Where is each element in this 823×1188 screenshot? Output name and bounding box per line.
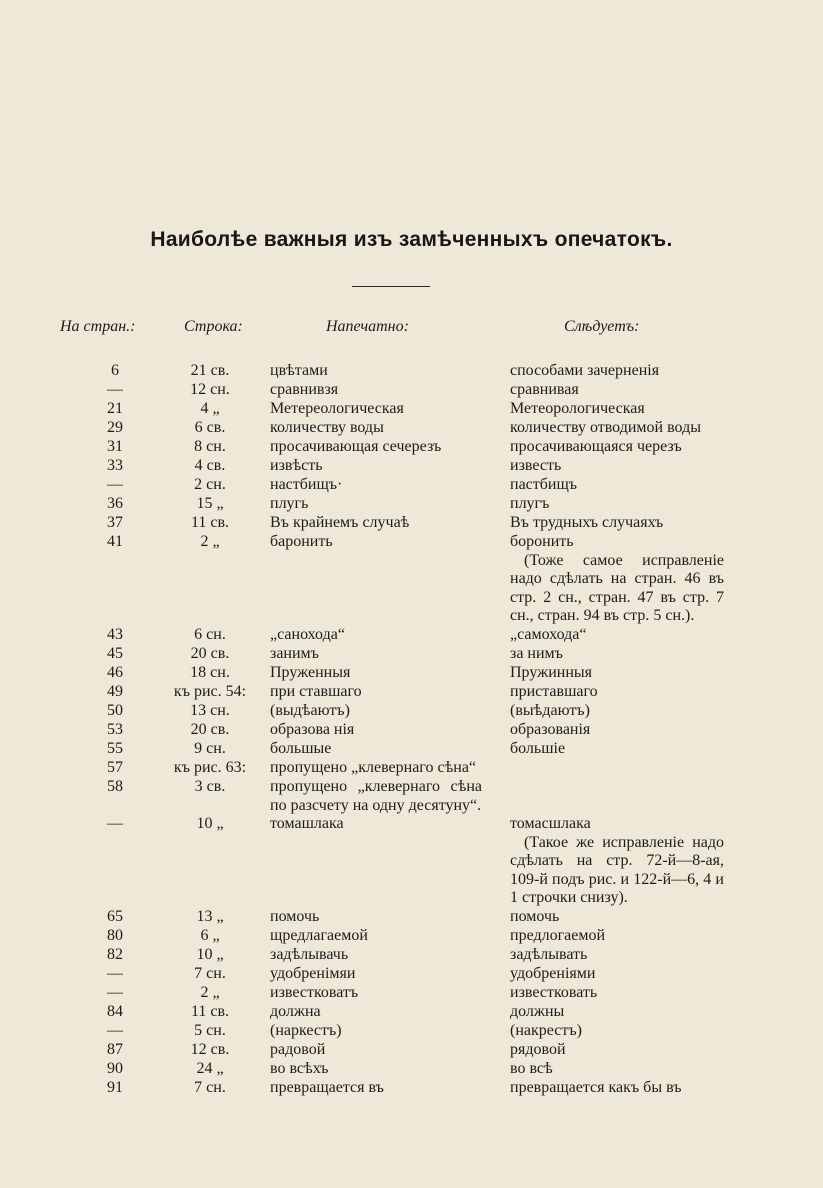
header-line: Строка:	[184, 318, 243, 335]
cell-page: 36	[107, 495, 123, 512]
cell-line: 20 св.	[190, 645, 230, 662]
title-divider	[352, 286, 430, 287]
cell-line: 7 сн.	[194, 965, 226, 982]
errata-row	[0, 815, 823, 908]
header-should: Слѣдуетъ:	[564, 318, 640, 335]
cell-should: способами зачерненія	[510, 362, 660, 379]
cell-should: известь	[510, 457, 562, 474]
cell-printed: Въ крайнемъ случаѣ	[270, 514, 410, 531]
errata-row	[0, 702, 823, 721]
errata-row	[0, 514, 823, 533]
cell-line: 10 „	[196, 946, 224, 963]
cell-line: 12 сн.	[190, 381, 230, 398]
cell-should: (накрестъ)	[510, 1022, 582, 1039]
errata-row	[0, 1022, 823, 1041]
errata-row	[0, 476, 823, 495]
cell-line: 11 св.	[190, 514, 230, 531]
cell-should: (выѣдаютъ)	[510, 702, 590, 719]
errata-row	[0, 740, 823, 759]
cell-should: сравнивая	[510, 381, 579, 398]
cell-line: 11 св.	[190, 1003, 230, 1020]
header-page: На стран.:	[60, 318, 136, 335]
cell-should: за нимъ	[510, 645, 563, 662]
errata-row	[0, 457, 823, 476]
cell-printed: во всѣхъ	[270, 1060, 329, 1077]
cell-page: 84	[107, 1003, 123, 1020]
cell-line: 7 сн.	[194, 1079, 226, 1096]
cell-line: къ рис. 63:	[173, 759, 247, 776]
cell-line: 10 „	[196, 815, 224, 832]
cell-should: образованія	[510, 721, 591, 738]
cell-line: 24 „	[196, 1060, 224, 1077]
cell-printed: превращается въ	[270, 1079, 384, 1096]
cell-printed: Метереологическая	[270, 400, 404, 417]
cell-printed: извѣсть	[270, 457, 323, 474]
cell-should: томасшлака (Такое же исправленіе надо сдѣлать на стр. 72-й—8-ая, 109-й подъ рис. и 122-й—6, 4 и 1 строчки снизу).	[510, 815, 724, 907]
errata-row	[0, 759, 823, 778]
cell-should: просачивающаяся черезъ	[510, 438, 682, 455]
cell-printed: пропущено „клевернаго сѣна по разсчету на одну десятуну“.	[270, 778, 482, 814]
cell-should: во всѣ	[510, 1060, 553, 1077]
cell-page: 91	[107, 1079, 123, 1096]
cell-printed: плугь	[270, 495, 309, 512]
errata-row	[0, 438, 823, 457]
cell-printed: щредлагаемой	[270, 927, 368, 944]
cell-printed: просачивающая сечерезъ	[270, 438, 442, 455]
cell-should: плугъ	[510, 495, 550, 512]
errata-row	[0, 908, 823, 927]
cell-page: 58	[107, 778, 123, 795]
errata-row	[0, 645, 823, 664]
cell-page: —	[107, 984, 123, 1001]
cell-should: превращается какъ бы въ	[510, 1079, 682, 1096]
cell-printed: „санохода“	[270, 626, 345, 643]
cell-printed: большые	[270, 740, 332, 757]
cell-page: —	[107, 965, 123, 982]
cell-page: 90	[107, 1060, 123, 1077]
cell-line: 6 „	[200, 927, 220, 944]
cell-page: 21	[107, 400, 123, 417]
cell-printed: задѣлывачь	[270, 946, 349, 963]
cell-printed: (наркестъ)	[270, 1022, 342, 1039]
errata-row	[0, 721, 823, 740]
cell-should: Пружинныя	[510, 664, 592, 681]
cell-should: пастбищъ	[510, 476, 578, 493]
cell-printed: известковатъ	[270, 984, 359, 1001]
cell-page: 53	[107, 721, 123, 738]
cell-should: большіе	[510, 740, 566, 757]
errata-row	[0, 381, 823, 400]
cell-line: 2 сн.	[194, 476, 226, 493]
cell-page: —	[107, 476, 123, 493]
cell-should: известковать	[510, 984, 598, 1001]
cell-printed: количеству воды	[270, 419, 384, 436]
cell-page: 49	[107, 683, 123, 700]
cell-page: 46	[107, 664, 123, 681]
cell-line: 4 „	[200, 400, 220, 417]
errata-row	[0, 400, 823, 419]
cell-line: 8 сн.	[194, 438, 226, 455]
cell-line: къ рис. 54:	[173, 683, 247, 700]
errata-row	[0, 1003, 823, 1022]
cell-printed: при ставшаго	[270, 683, 362, 700]
errata-row	[0, 1060, 823, 1079]
cell-printed: занимъ	[270, 645, 319, 662]
cell-line: 12 св.	[190, 1041, 230, 1058]
cell-should: Въ трудныхъ случаяхъ	[510, 514, 664, 531]
cell-line: 6 сн.	[194, 626, 226, 643]
cell-line: 21 св.	[190, 362, 230, 379]
cell-printed: томашлака	[270, 815, 344, 832]
errata-row	[0, 965, 823, 984]
cell-line: 13 сн.	[190, 702, 230, 719]
cell-page: —	[107, 381, 123, 398]
cell-page: 82	[107, 946, 123, 963]
cell-should: Метеорологическая	[510, 400, 645, 417]
cell-line: 15 „	[196, 495, 224, 512]
cell-line: 3 св.	[194, 778, 226, 795]
cell-page: 45	[107, 645, 123, 662]
cell-printed: пропущено „клевернаго сѣна“	[270, 759, 477, 776]
cell-should: приставшаго	[510, 683, 598, 700]
cell-page: —	[107, 1022, 123, 1039]
cell-printed: цвѣтами	[270, 362, 328, 379]
cell-page: 37	[107, 514, 123, 531]
cell-page: 43	[107, 626, 123, 643]
cell-printed: радовой	[270, 1041, 326, 1058]
errata-row	[0, 419, 823, 438]
cell-printed: сравнивзя	[270, 381, 339, 398]
cell-should: рядовой	[510, 1041, 566, 1058]
cell-page: 31	[107, 438, 123, 455]
cell-printed: Пруженныя	[270, 664, 351, 681]
cell-line: 18 сн.	[190, 664, 230, 681]
cell-page: 29	[107, 419, 123, 436]
cell-page: 41	[107, 533, 123, 550]
errata-table	[0, 362, 823, 1098]
cell-page: 50	[107, 702, 123, 719]
cell-printed: должна	[270, 1003, 321, 1020]
errata-row	[0, 362, 823, 381]
cell-line: 9 сн.	[194, 740, 226, 757]
cell-line: 20 св.	[190, 721, 230, 738]
errata-row	[0, 1079, 823, 1098]
cell-should: предлогаемой	[510, 927, 606, 944]
errata-row	[0, 1041, 823, 1060]
cell-page: —	[107, 815, 123, 832]
cell-line: 13 „	[196, 908, 224, 925]
header-printed: Напечатно:	[326, 318, 409, 335]
errata-row	[0, 778, 823, 815]
cell-should: удобреніями	[510, 965, 596, 982]
errata-row	[0, 495, 823, 514]
cell-line: 5 сн.	[194, 1022, 226, 1039]
errata-row	[0, 984, 823, 1003]
cell-printed: удобренімяи	[270, 965, 356, 982]
errata-row	[0, 626, 823, 645]
cell-page: 55	[107, 740, 123, 757]
cell-line: 4 св.	[194, 457, 226, 474]
cell-page: 87	[107, 1041, 123, 1058]
cell-should: задѣлывать	[510, 946, 588, 963]
cell-printed: баронить	[270, 533, 333, 550]
cell-printed: помочь	[270, 908, 320, 925]
cell-should: должны	[510, 1003, 565, 1020]
cell-line: 2 „	[200, 533, 220, 550]
errata-row	[0, 683, 823, 702]
cell-page: 80	[107, 927, 123, 944]
cell-should: боронить (Тоже самое исправленіе надо сдѣлать на стран. 46 въ стр. 2 сн., стран. 47 въ стр. 7 сн., стран. 94 въ стр. 5 сн.).	[510, 533, 724, 625]
cell-should: „самохода“	[510, 626, 587, 643]
errata-row	[0, 927, 823, 946]
cell-page: 65	[107, 908, 123, 925]
cell-printed: образова нія	[270, 721, 355, 738]
cell-page: 6	[111, 362, 119, 379]
cell-should: помочь	[510, 908, 560, 925]
page-title: Наиболѣе важныя изъ замѣченныхъ опечатокъ.	[150, 228, 673, 251]
errata-row	[0, 533, 823, 626]
cell-page: 57	[107, 759, 123, 776]
cell-line: 2 „	[200, 984, 220, 1001]
cell-should: количеству отводимой воды	[510, 419, 701, 436]
cell-printed: (выдѣаютъ)	[270, 702, 350, 719]
cell-line: 6 св.	[194, 419, 226, 436]
errata-row	[0, 946, 823, 965]
cell-printed: настбищъ·	[270, 476, 343, 493]
cell-page: 33	[107, 457, 123, 474]
errata-row	[0, 664, 823, 683]
